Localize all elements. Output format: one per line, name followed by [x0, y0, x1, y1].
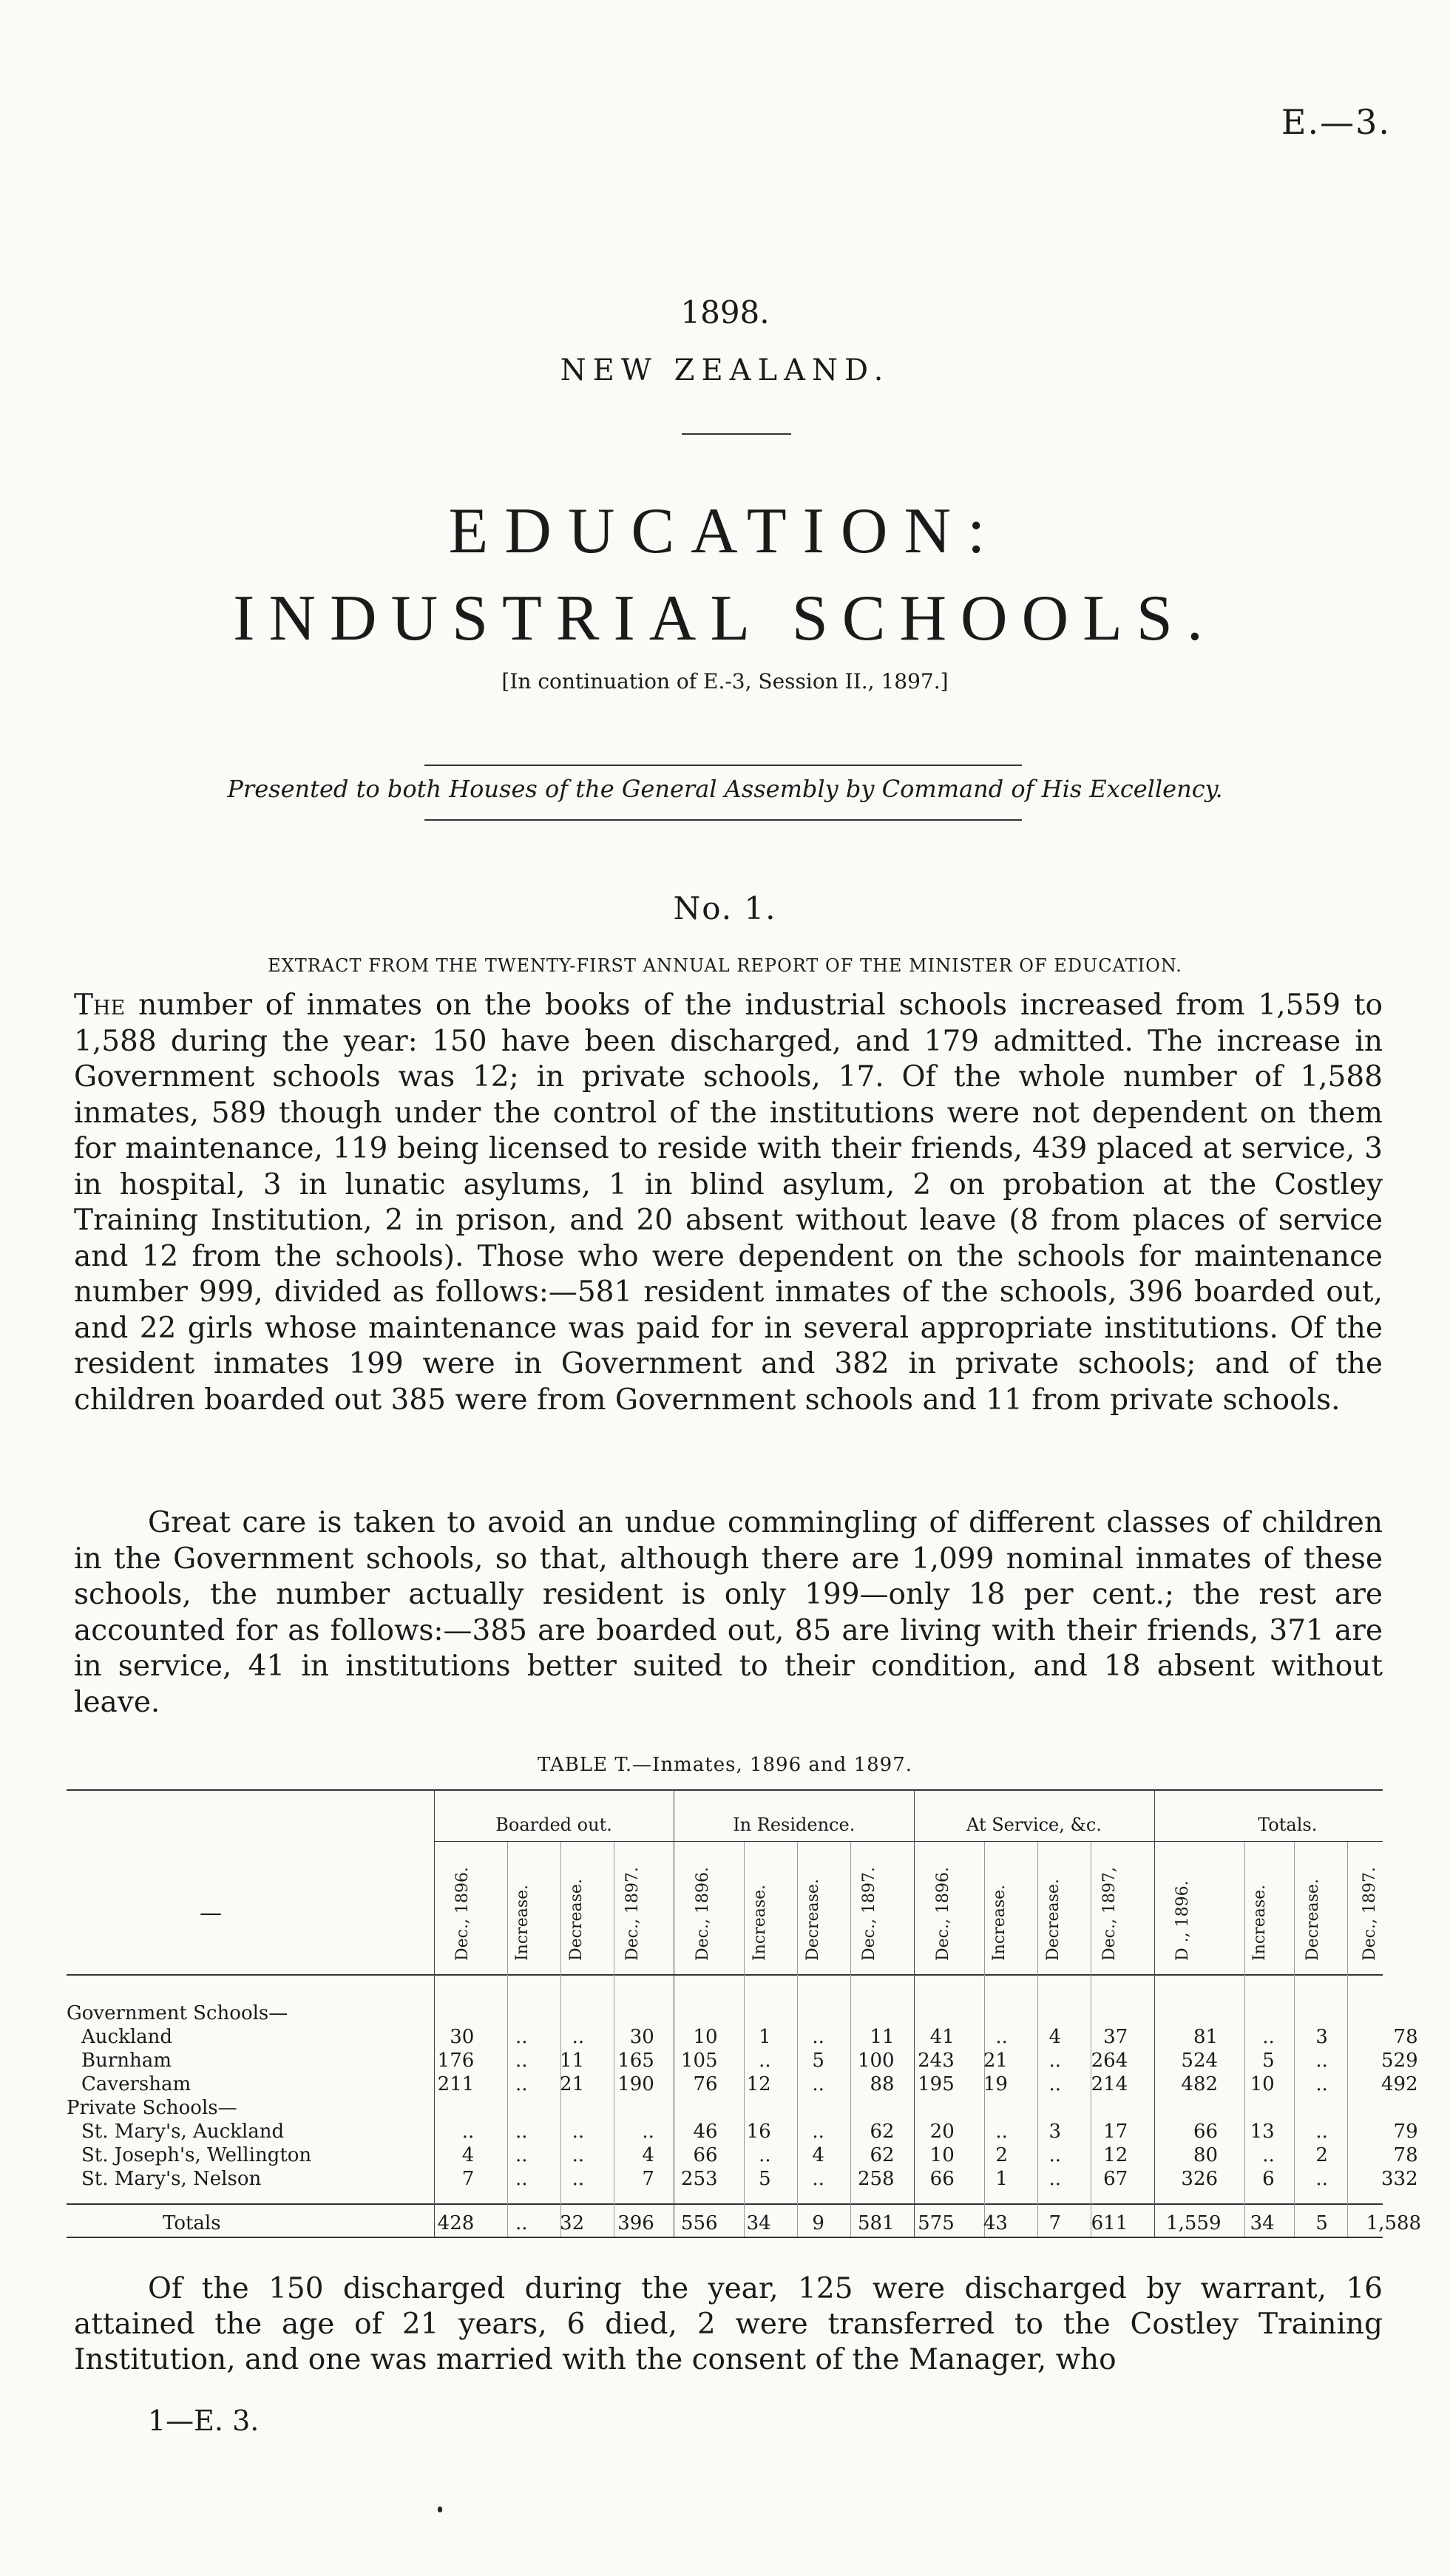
section-number: No. 1.: [673, 890, 777, 926]
presented-line: Presented to both Houses of the General Assembly by Command of His Excellency.: [227, 775, 1223, 803]
ink-speck: [438, 2506, 442, 2512]
totals-cell: 1,588: [1366, 2212, 1422, 2234]
page-signature: 1—E. 3.: [148, 2404, 260, 2437]
table-cell: ..: [515, 2026, 528, 2048]
table-column-line: [1347, 1841, 1348, 2237]
table-cell: 524: [1181, 2050, 1219, 2072]
table-cell: 81: [1193, 2026, 1219, 2048]
column-header: Increase.: [1250, 1884, 1270, 1961]
table-cell: 10: [1250, 2073, 1275, 2095]
table-cell: 80: [1193, 2144, 1219, 2166]
table-cell: 3: [1048, 2121, 1062, 2143]
table-cell: 7: [461, 2168, 475, 2190]
column-header: Increase.: [990, 1884, 1009, 1961]
table-cell: ..: [812, 2073, 824, 2095]
table-cell: 195: [918, 2073, 955, 2095]
table-cell: 258: [857, 2168, 895, 2190]
totals-cell: 556: [680, 2212, 718, 2234]
table-cell: 88: [870, 2073, 895, 2095]
extract-heading: EXTRACT FROM THE TWENTY-FIRST ANNUAL REPORT OF THE MINISTER OF EDUCATION.: [268, 955, 1182, 976]
table-cell: 105: [680, 2050, 718, 2072]
table-cell: 243: [918, 2050, 955, 2072]
table-cell: 482: [1181, 2073, 1219, 2095]
paragraph-1-lead: The: [74, 989, 126, 1022]
table-cell: ..: [642, 2121, 654, 2143]
column-header: Increase.: [750, 1884, 769, 1961]
column-header: D ., 1896.: [1173, 1880, 1193, 1961]
table-cell: ..: [1048, 2144, 1062, 2166]
table-row-label: St. Joseph's, Wellington: [81, 2144, 312, 2166]
table-title: TABLE T.—Inmates, 1896 and 1897.: [538, 1754, 912, 1776]
paragraph-1-text: number of inmates on the books of the industrial schools increased from 1,559 to 1,588 during the year: 150 have been discharged, and 179 admitted. The increase in Government schools was 12; in private schools, 17. Of the whole number of 1,588 inmates, 589 though under the control of the institutions were not dependent on them for maintenance, 119 being licensed to reside with their friends, 439 placed at service, 3 in hospital, 3 in lunatic asylums, 1 in blind asylum, 2 on probation at the Costley Training Institution, 2 in prison, and 20 absent without leave (8 from places of service and 12 from the schools). Those who were dependent on the schools for maintenance number 999, divided as follows:—581 resident inmates of the schools, 396 boarded out, and 22 girls whose maintenance was paid for in several appropriate institutions. Of the resident inmates 199 were in Government and 382 in private schools; and of the children boarded out 385 were from Government schools and 11 from private schools.: [74, 989, 1383, 1417]
table-cell: 78: [1393, 2144, 1418, 2166]
table-row-label: Burnham: [81, 2050, 172, 2072]
table-cell: 21: [560, 2073, 585, 2095]
column-header: Decrease.: [1304, 1879, 1323, 1961]
table-cell: ..: [1048, 2168, 1062, 2190]
column-header: Increase.: [513, 1884, 532, 1961]
table-cell: 12: [1103, 2144, 1128, 2166]
table-cell: 211: [437, 2073, 475, 2095]
table-cell: 165: [617, 2050, 654, 2072]
column-header: Dec., 1896.: [933, 1867, 952, 1961]
table-cell: 529: [1381, 2050, 1418, 2072]
column-header: Decrease.: [566, 1879, 586, 1961]
table-row-label: Auckland: [81, 2026, 173, 2048]
table-cell: ..: [995, 2026, 1008, 2048]
table-cell: 66: [929, 2168, 955, 2190]
table-cell: ..: [759, 2050, 771, 2072]
table-cell: 4: [812, 2144, 824, 2166]
table-group-rule: [434, 1841, 1383, 1842]
table-group-line-4: [1154, 1789, 1155, 2237]
table-cell: 332: [1381, 2168, 1418, 2190]
totals-label: Totals: [163, 2212, 221, 2234]
divider-top: [424, 765, 1022, 766]
table-corner: —: [200, 1900, 222, 1926]
table-cell: 11: [870, 2026, 895, 2048]
column-header: Dec., 1896.: [693, 1867, 712, 1961]
table-cell: ..: [995, 2121, 1008, 2143]
table-cell: 214: [1091, 2073, 1128, 2095]
table-cell: 5: [759, 2168, 771, 2190]
table-cell: 4: [461, 2144, 475, 2166]
totals-cell: ..: [515, 2212, 528, 2234]
table-cell: 20: [929, 2121, 955, 2143]
table-cell: ..: [515, 2168, 528, 2190]
table-cell: 492: [1381, 2073, 1418, 2095]
table-cell: 10: [693, 2026, 718, 2048]
table-cell: ..: [1315, 2121, 1328, 2143]
table-cell: 79: [1393, 2121, 1418, 2143]
table-cell: 6: [1262, 2168, 1275, 2190]
totals-cell: 34: [1250, 2212, 1275, 2234]
table-cell: 66: [693, 2144, 718, 2166]
group-heading: Boarded out.: [495, 1814, 612, 1835]
table-cell: 78: [1393, 2026, 1418, 2048]
table-cell: 62: [870, 2144, 895, 2166]
table-cell: ..: [1048, 2073, 1062, 2095]
table-cell: ..: [1048, 2050, 1062, 2072]
column-header: Dec., 1897.: [1360, 1867, 1379, 1961]
totals-cell: 5: [1315, 2212, 1328, 2234]
table-cell: 21: [983, 2050, 1008, 2072]
table-row-label: St. Mary's, Auckland: [81, 2121, 285, 2143]
table-cell: ..: [1315, 2073, 1328, 2095]
column-header: Dec., 1897.: [860, 1867, 879, 1961]
table-row-label: Caversham: [81, 2073, 192, 2095]
table-cell: 1: [759, 2026, 771, 2048]
table-cell: 4: [642, 2144, 654, 2166]
table-cell: ..: [812, 2026, 824, 2048]
totals-cell: 7: [1048, 2212, 1062, 2234]
table-cell: 19: [983, 2073, 1008, 2095]
group-heading: At Service, &c.: [966, 1814, 1102, 1835]
column-header: Decrease.: [803, 1879, 822, 1961]
column-header: Dec., 1897.: [623, 1867, 643, 1961]
table-rule-4: [67, 2237, 1383, 2238]
table-cell: ..: [515, 2073, 528, 2095]
table-cell: ..: [1315, 2050, 1328, 2072]
table-cell: ..: [1262, 2144, 1275, 2166]
table-cell: ..: [759, 2144, 771, 2166]
totals-cell: 9: [812, 2212, 824, 2234]
table-cell: ..: [515, 2050, 528, 2072]
table-cell: 3: [1315, 2026, 1328, 2048]
table-cell: ..: [572, 2121, 585, 2143]
table-cell: 4: [1048, 2026, 1062, 2048]
title-line-1: EDUCATION:: [448, 495, 1002, 567]
group-heading: Totals.: [1258, 1814, 1318, 1835]
totals-cell: 34: [746, 2212, 771, 2234]
table-cell: 41: [929, 2026, 955, 2048]
table-cell: ..: [1262, 2026, 1275, 2048]
table-cell: 16: [746, 2121, 771, 2143]
document-reference: E.—3.: [1281, 102, 1391, 142]
inmates-table: [67, 1789, 1422, 2248]
paragraph-1: [74, 988, 1383, 1418]
table-cell: 5: [812, 2050, 824, 2072]
table-cell: 13: [1250, 2121, 1275, 2143]
table-rule-1: [67, 1789, 1383, 1791]
table-cell: 17: [1103, 2121, 1128, 2143]
table-cell: 11: [560, 2050, 585, 2072]
table-cell: 190: [617, 2073, 654, 2095]
table-cell: 76: [693, 2073, 718, 2095]
table-cell: 264: [1091, 2050, 1128, 2072]
table-cell: ..: [515, 2144, 528, 2166]
paragraph-3: Of the 150 discharged during the year, 125 were discharged by warrant, 16 attained the age of 21 years, 6 died, 2 were transferred to the Costley Training Institution, and one was married with the consent of the Manager, who: [74, 2272, 1383, 2376]
column-header: Decrease.: [1043, 1879, 1063, 1961]
table-rule-2: [67, 1974, 1383, 1976]
column-header: Dec., 1896.: [453, 1867, 472, 1961]
continuation-note: [In continuation of E.-3, Session II., 1897.]: [501, 669, 949, 694]
table-cell: ..: [572, 2144, 585, 2166]
table-cell: 176: [437, 2050, 475, 2072]
totals-cell: 575: [918, 2212, 955, 2234]
table-cell: 100: [857, 2050, 895, 2072]
totals-cell: 428: [437, 2212, 475, 2234]
paragraph-2: Great care is taken to avoid an undue commingling of different classes of children in the Government schools, so that, although there are 1,099 nominal inmates of these schools, the number actually resident is only 199—only 18 per cent.; the rest are accounted for as follows:—385 are boarded out, 85 are living with their friends, 371 are in service, 41 in institutions better suited to their condition, and 18 absent without leave.: [74, 1506, 1383, 1719]
table-cell: 30: [629, 2026, 654, 2048]
table-cell: 67: [1103, 2168, 1128, 2190]
table-cell: 7: [642, 2168, 654, 2190]
totals-cell: 581: [857, 2212, 895, 2234]
totals-cell: 32: [560, 2212, 585, 2234]
table-cell: 10: [929, 2144, 955, 2166]
table-cell: 46: [693, 2121, 718, 2143]
totals-cell: 1,559: [1166, 2212, 1222, 2234]
short-divider: [682, 433, 791, 435]
table-cell: ..: [572, 2026, 585, 2048]
table-section-heading: Private Schools—: [67, 2097, 237, 2119]
table-cell: 326: [1181, 2168, 1219, 2190]
table-cell: 2: [1315, 2144, 1328, 2166]
table-cell: 12: [746, 2073, 771, 2095]
table-cell: 66: [1193, 2121, 1219, 2143]
table-cell: 5: [1262, 2050, 1275, 2072]
table-cell: 37: [1103, 2026, 1128, 2048]
totals-cell: 396: [617, 2212, 654, 2234]
table-cell: 253: [680, 2168, 718, 2190]
divider-bottom: [424, 819, 1022, 821]
table-cell: ..: [1315, 2168, 1328, 2190]
table-cell: ..: [461, 2121, 475, 2143]
table-section-heading: Government Schools—: [67, 2002, 288, 2024]
table-cell: 30: [450, 2026, 475, 2048]
table-cell: ..: [572, 2168, 585, 2190]
table-row-label: St. Mary's, Nelson: [81, 2168, 262, 2190]
document-country: NEW ZEALAND.: [560, 353, 890, 387]
group-heading: In Residence.: [733, 1814, 856, 1835]
table-cell: ..: [812, 2168, 824, 2190]
table-cell: 2: [995, 2144, 1008, 2166]
totals-cell: 43: [983, 2212, 1008, 2234]
column-header: Dec., 1897,: [1100, 1867, 1119, 1961]
title-line-2: INDUSTRIAL SCHOOLS.: [233, 583, 1217, 654]
totals-cell: 611: [1091, 2212, 1128, 2234]
document-year: 1898.: [680, 294, 770, 331]
table-rule-3: [67, 2203, 1383, 2205]
table-cell: 1: [995, 2168, 1008, 2190]
table-cell: 62: [870, 2121, 895, 2143]
table-cell: ..: [812, 2121, 824, 2143]
table-cell: ..: [515, 2121, 528, 2143]
